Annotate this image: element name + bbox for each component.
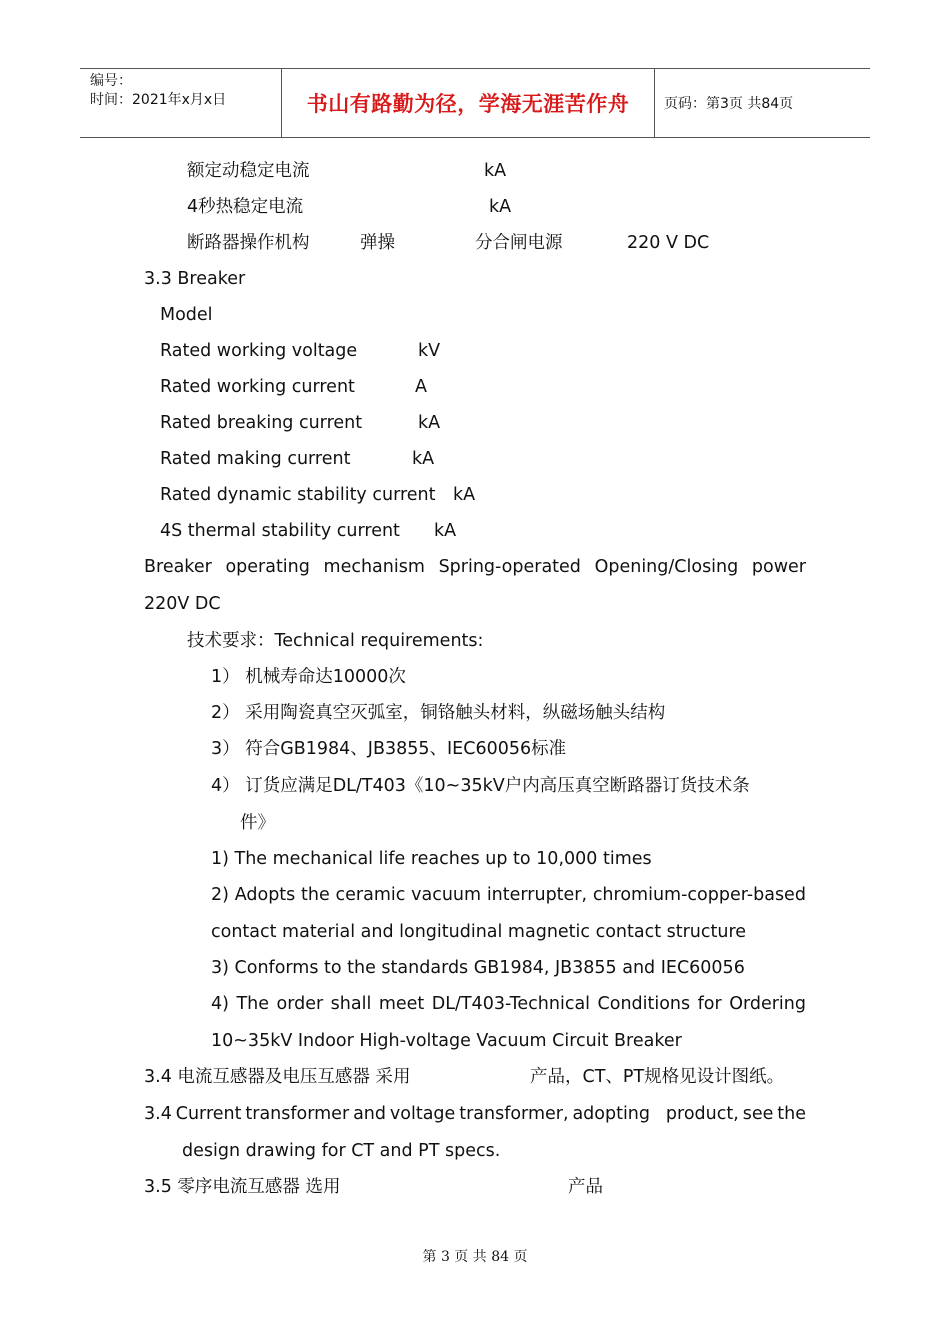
dyn-cn-unit: kA [484,161,507,181]
req-en-item-cont: contact material and longitudinal magnetic contact structure [211,922,747,942]
req-en-item [211,993,806,1015]
word: Ordering [729,994,806,1014]
section-3-3-heading: 3.3 Breaker [144,269,246,289]
thermal-cn-unit: kA [489,197,512,217]
req-en-item [211,884,806,906]
word: vacuum [411,885,482,905]
word: adopting [572,1104,651,1124]
page-header [80,68,870,138]
word: The [236,994,270,1014]
making-unit: kA [412,449,435,469]
voltage-label: Rated working voltage [160,341,358,361]
word: the [301,885,330,905]
word: transformer [245,1104,350,1124]
word: for [697,994,722,1014]
word: Breaker [144,557,212,577]
section-3-4-en [144,1103,806,1125]
tech-req-heading: 技术要求：Technical requirements: [187,631,484,651]
section-3-4-cn-tail: 产品，CT、PT规格见设计图纸。 [530,1067,785,1087]
word: mechanism [323,557,425,577]
mech-cn-voltage: 220 V DC [627,233,710,253]
word: and [353,1104,386,1124]
req-en-item: 1) The mechanical life reaches up to 10,000 times [211,849,652,869]
word: shall [330,994,372,1014]
voltage-unit: kV [418,341,441,361]
req-cn-item-cont: 件》 [240,813,275,833]
dyn-cn-label: 额定动稳定电流 [187,161,310,181]
word: 2) [211,885,229,905]
breaking-label: Rated breaking current [160,413,363,433]
word: power [751,557,806,577]
req-cn-item: 1） 机械寿命达10000次 [211,667,406,687]
req-cn-item: 3） 符合GB1984、JB3855、IEC60056标准 [211,739,567,759]
thermal-label: 4S thermal stability current [160,521,400,541]
word: DL/T403-Technical [431,994,591,1014]
header-meta [90,72,226,110]
section-3-5-cn: 3.5 零序电流互感器 选用 [144,1177,341,1197]
mech-cn-power: 分合闸电源 [475,233,563,253]
making-label: Rated making current [160,449,351,469]
mech-en-tail: 220V DC [144,594,221,614]
req-cn-item: 4） 订货应满足DL/T403《10~35kV户内高压真空断路器订货技术条 [211,776,750,796]
page-footer: 第 3 页 共 84 页 [422,1249,528,1265]
dynamic-label: Rated dynamic stability current [160,485,436,505]
word: Opening/Closing [594,557,739,577]
thermal-unit: kA [434,521,457,541]
word: Spring-operated [438,557,581,577]
current-unit: A [415,377,427,397]
word: order [276,994,324,1014]
word: Adopts [234,885,296,905]
word: Conditions [597,994,691,1014]
word: the [777,1104,806,1124]
header-motto: 书山有路勤为径，学海无涯苦作舟 [306,92,630,116]
req-en-item: 3) Conforms to the standards GB1984, JB3855 and IEC60056 [211,958,745,978]
word: 3.4 [144,1104,172,1124]
breaking-unit: kA [418,413,441,433]
section-3-4-en-cont: design drawing for CT and PT specs. [182,1141,501,1161]
req-en-item-cont: 10~35kV Indoor High-voltage Vacuum Circuit Breaker [211,1031,682,1051]
req-cn-item: 2） 采用陶瓷真空灭弧室，铜铬触头材料，纵磁场触头结构 [211,703,666,723]
word: product, [665,1104,739,1124]
mech-cn-label: 断路器操作机构 [187,233,310,253]
word: chromium-copper-based [592,885,806,905]
word: operating [225,557,310,577]
model-label: Model [160,305,213,325]
thermal-cn-label: 4秒热稳定电流 [187,197,304,217]
word: voltage [389,1104,456,1124]
mech-cn-type: 弹操 [360,233,395,253]
time-label: 时间：2021年x月x日 [90,92,227,108]
word: ceramic [335,885,406,905]
header-page-info: 页码：第3页 共84页 [664,96,794,112]
word: interrupter, [486,885,588,905]
word: see [742,1104,774,1124]
word: transformer, [459,1104,569,1124]
word: 4) [211,994,229,1014]
section-3-4-cn: 3.4 电流互感器及电压互感器 采用 [144,1067,411,1087]
section-3-5-cn-tail: 产品 [568,1177,603,1197]
current-label: Rated working current [160,377,355,397]
dynamic-unit: kA [453,485,476,505]
word: meet [378,994,425,1014]
header-divider [654,69,655,137]
mech-en-line [144,556,806,578]
serial-label: 编号： [90,73,132,89]
word: Current [175,1104,242,1124]
